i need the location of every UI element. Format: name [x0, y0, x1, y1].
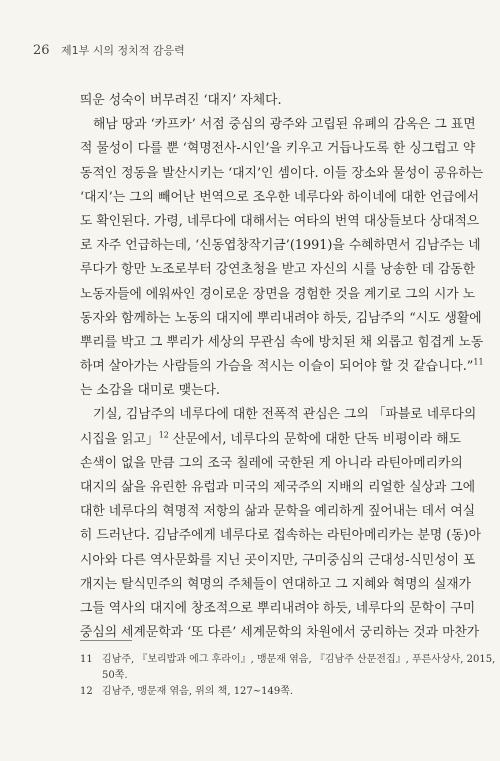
paragraph-line: [80, 355, 484, 379]
paragraph-line: 중심의 세계문학과 ‘또 다른’ 세계문학의 차원에서 궁리하는 것과 마찬가: [80, 625, 480, 641]
footnote-12: [80, 684, 460, 700]
paragraph-line: 대지의 삶을 유린한 유럽과 미국의 제국주의 지배의 리얼한 실상과 그에: [80, 480, 476, 495]
page-number: 26: [33, 43, 50, 58]
paragraph-line: [80, 428, 462, 452]
line-text: 하며 살아가는 사람들의 가슴을 적시는 이슬이 되어야 할 것 같습니다.”: [80, 359, 474, 375]
paragraph-line: 도 확인된다. 가령, 네루다에 대해서는 여타의 번역 대상들보다 상대적으: [80, 213, 480, 229]
line-text: 산문에서, 네루다의 문학에 대한 단독 비평이라 해도: [168, 431, 462, 447]
chapter-title: 제1부 시의 정치적 감응력: [61, 44, 185, 57]
paragraph-line: 히 드러난다. 김남주에게 네루다로 접속하는 라틴아메리카는 분명 (동)아: [80, 528, 482, 544]
paragraph-line: 기실, 김남주의 네루다에 대한 전폭적 관심은 그의 「파블로 네루다의: [93, 407, 477, 423]
paragraph-line: ‘대지’는 그의 빼어난 번역으로 조우한 네루다와 하이네에 대한 언급에서: [80, 189, 480, 205]
paragraph-line: 노동자들에 에워싸인 경이로운 장면을 경험한 것을 계기로 그의 시가 노: [80, 286, 476, 302]
paragraph-line: 대한 네루다의 혁명적 저항의 삶과 문학을 예리하게 짚어내는 데서 여실: [80, 504, 476, 520]
paragraph-line: 뿌리를 박고 그 뿌리가 세상의 무관심 속에 방치된 채 외롭고 힘겹게 노동: [80, 334, 484, 350]
paragraph-line: 적 물성이 다를 뿐 ‘혁명전사-시인’을 키우고 거듭나도록 한 싱그럽고 약: [80, 141, 476, 157]
footnotes: [80, 652, 496, 700]
paragraph-line: 동자와 함께하는 노동의 대지에 뿌리내려야 하듯, 김남주의 “시도 생활에: [80, 310, 482, 326]
paragraph-line: 는 소감을 대미로 맺는다.: [80, 383, 220, 399]
paragraph-line: 손색이 없을 만큼 그의 조국 칠레에 국한된 게 아니라 라틴아메리카의: [80, 455, 463, 471]
paragraph-line: 개지는 탈식민주의 혁명의 주체들이 연대하고 그 지혜와 혁명의 실재가: [80, 576, 472, 592]
paragraph-line: 로 자주 언급하는데, ‘신동엽창작기금’(1991)을 수혜하면서 김남주는 네: [80, 238, 481, 254]
footnote-11: [80, 652, 496, 668]
footnote-divider: [80, 640, 132, 641]
footnote-number: 11: [80, 654, 93, 665]
footnote-ref-11[interactable]: 11: [473, 357, 484, 367]
paragraph-line: 루다가 항만 노조로부터 강연초청을 받고 자신의 시를 낭송한 데 감동한: [80, 262, 476, 278]
paragraph-line: 시아와 다른 역사문화를 지닌 곳이지만, 구미중심의 근대성-식민성이 포: [80, 552, 476, 568]
footnote-text: 김남주, 『보리밥과 에그 후라이』, 맹문재 엮음, 『김남주 산문전집』, 푸른사상사, 2015,: [102, 654, 496, 665]
running-header: [33, 42, 185, 58]
footnote-ref-12[interactable]: 12: [158, 430, 169, 440]
footnote-11-continued: 50쪽.: [102, 670, 128, 681]
paragraph-line: 그들 역사의 대지에 창조적으로 뿌리내려야 하듯, 네루다의 문학이 구미: [80, 600, 476, 616]
footnote-text: 김남주, 맹문재 엮음, 위의 책, 127~149쪽.: [102, 686, 294, 697]
paragraph-line: 동적인 정동을 발산시키는 ‘대지’인 셈이다. 이들 장소와 물성이 공유하는: [80, 165, 484, 181]
paragraph-line: 해남 땅과 ‘카프카’ 서점 중심의 광주와 고립된 유폐의 감옥은 그 표면: [93, 117, 476, 133]
body-text: [80, 89, 484, 645]
line-text: 시집을 읽고」: [80, 431, 159, 447]
footnote-number: 12: [80, 686, 93, 697]
paragraph-line: 띄운 성숙이 버무려진 ‘대지’ 자체다.: [80, 93, 282, 108]
